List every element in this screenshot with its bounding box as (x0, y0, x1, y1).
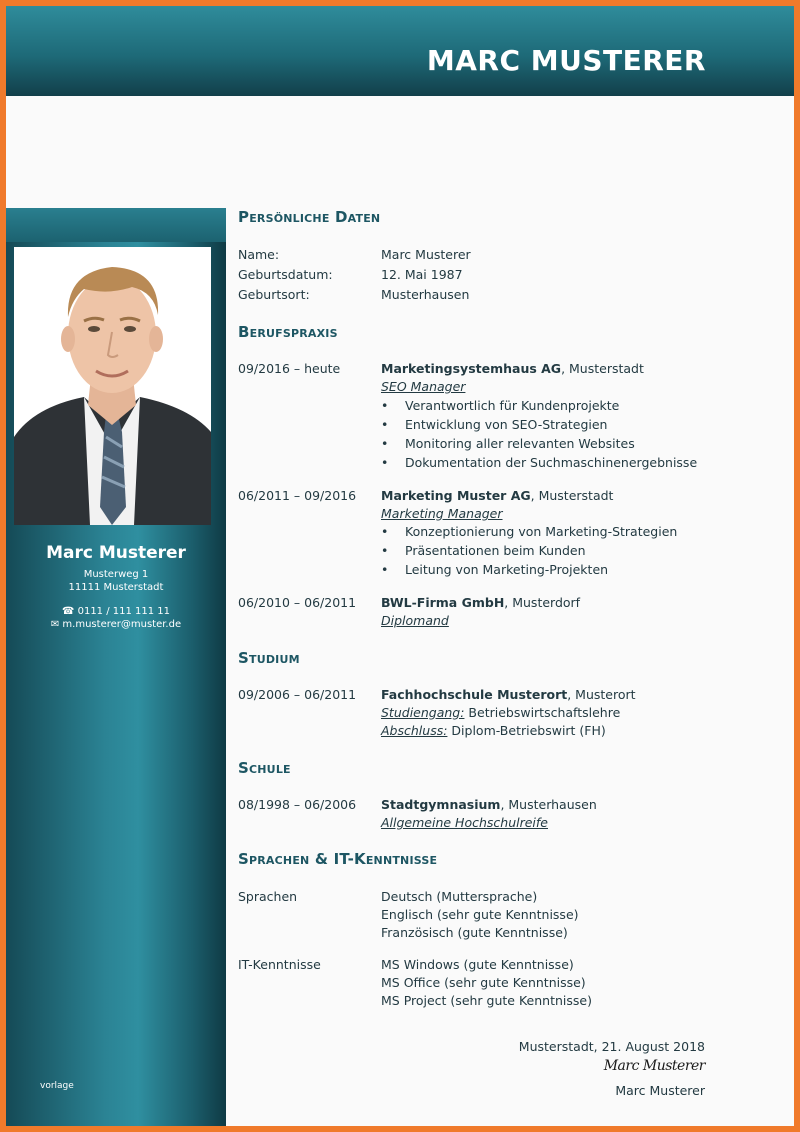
job-company: BWL-Firma GmbH (381, 595, 505, 610)
study-major (381, 705, 620, 720)
job-bullet-text: Präsentationen beim Kunden (405, 543, 586, 558)
study-location: , Musterort (567, 687, 636, 702)
cv-page (6, 6, 794, 1126)
job-company: Marketing Muster AG (381, 488, 531, 503)
it-item: MS Office (sehr gute Kenntnisse) (381, 975, 586, 990)
header-bar (6, 6, 794, 96)
it-item: MS Windows (gute Kenntnisse) (381, 957, 574, 972)
job-role: Marketing Manager (381, 506, 503, 521)
job-bullet: • Leitung von Marketing-Projekten (381, 562, 609, 577)
languages-label: Sprachen (238, 889, 298, 904)
personal-label: Name: (238, 247, 280, 262)
section-title-skills: Sprachen & IT-Kenntnisse (238, 850, 438, 868)
sidebar-footer: vorlage (40, 1081, 74, 1091)
school-location: , Musterhausen (500, 797, 597, 812)
job-period: 06/2011 – 09/2016 (238, 488, 357, 503)
job-bullet-text: Konzeptionierung von Marketing-Strategien (405, 524, 678, 539)
job-bullet-text: Dokumentation der Suchmaschinenergebnisse (405, 455, 698, 470)
job-location: , Musterstadt (530, 488, 614, 503)
sidebar-email[interactable]: ✉ m.musterer@muster.de (50, 619, 182, 630)
job-employer (381, 361, 644, 376)
job-bullet: • Monitoring aller relevanten Websites (381, 436, 635, 451)
profile-photo (14, 247, 211, 525)
job-employer (381, 595, 580, 610)
personal-value: 12. Mai 1987 (381, 267, 463, 282)
personal-label: Geburtsort: (238, 287, 310, 302)
sidebar-city: 11111 Musterstadt (68, 582, 164, 593)
study-major-label: Studiengang: (381, 705, 465, 720)
job-bullet: • Konzeptionierung von Marketing-Strategien (381, 524, 678, 539)
job-period: 06/2010 – 06/2011 (238, 595, 357, 610)
section-title-personal: Persönliche Daten (238, 208, 381, 226)
job-period: 09/2016 – heute (238, 361, 341, 376)
study-degree-value: Diplom-Betriebswirt (FH) (447, 723, 606, 738)
language-item: Französisch (gute Kenntnisse) (381, 925, 568, 940)
school-period: 08/1998 – 06/2006 (238, 797, 357, 812)
sidebar-street: Musterweg 1 (83, 569, 149, 580)
section-title-school: Schule (238, 759, 291, 777)
study-degree (381, 723, 606, 738)
personal-value: Musterhausen (381, 287, 470, 302)
study-period: 09/2006 – 06/2011 (238, 687, 357, 702)
it-item: MS Project (sehr gute Kenntnisse) (381, 993, 592, 1008)
signature-handwritten: Marc Musterer (603, 1058, 705, 1074)
study-degree-label: Abschluss: (381, 723, 448, 738)
section-title-study: Studium (238, 649, 300, 667)
header-name: MARC MUSTERER (426, 44, 706, 77)
school-name: Stadtgymnasium (381, 797, 501, 812)
sidebar-name: Marc Musterer (46, 543, 186, 563)
personal-value: Marc Musterer (381, 247, 471, 262)
signature-name: Marc Musterer (615, 1083, 705, 1098)
job-employer (381, 488, 613, 503)
job-bullet: • Entwicklung von SEO-Strategien (381, 417, 608, 432)
job-bullet-text: Entwicklung von SEO-Strategien (405, 417, 608, 432)
language-item: Deutsch (Muttersprache) (381, 889, 538, 904)
sidebar (6, 208, 226, 1126)
it-label: IT-Kenntnisse (238, 957, 321, 972)
job-bullet: • Verantwortlich für Kundenprojekte (381, 398, 620, 413)
job-role: SEO Manager (381, 379, 466, 394)
sidebar-top-band (6, 208, 226, 242)
job-bullet: • Dokumentation der Suchmaschinenergebnisse (381, 455, 698, 470)
job-role: Diplomand (381, 613, 449, 628)
job-bullet-text: Monitoring aller relevanten Websites (405, 436, 635, 451)
job-bullet: • Präsentationen beim Kunden (381, 543, 586, 558)
job-location: , Musterstadt (561, 361, 644, 376)
section-title-experience: Berufspraxis (238, 323, 338, 341)
sidebar-phone: ☎ 0111 / 111 111 11 (61, 606, 171, 617)
study-school (381, 687, 636, 702)
language-item: Englisch (sehr gute Kenntnisse) (381, 907, 579, 922)
school-entry (381, 797, 597, 812)
study-major-value: Betriebswirtschaftslehre (464, 705, 621, 720)
study-school-name: Fachhochschule Musterort (381, 687, 568, 702)
job-company: Marketingsystemhaus AG (381, 361, 562, 376)
personal-label: Geburtsdatum: (238, 267, 333, 282)
job-bullet-text: Verantwortlich für Kundenprojekte (405, 398, 620, 413)
signature-place-date: Musterstadt, 21. August 2018 (518, 1039, 705, 1054)
job-location: , Musterdorf (504, 595, 581, 610)
school-degree: Allgemeine Hochschulreife (381, 815, 548, 830)
job-bullet-text: Leitung von Marketing-Projekten (405, 562, 609, 577)
